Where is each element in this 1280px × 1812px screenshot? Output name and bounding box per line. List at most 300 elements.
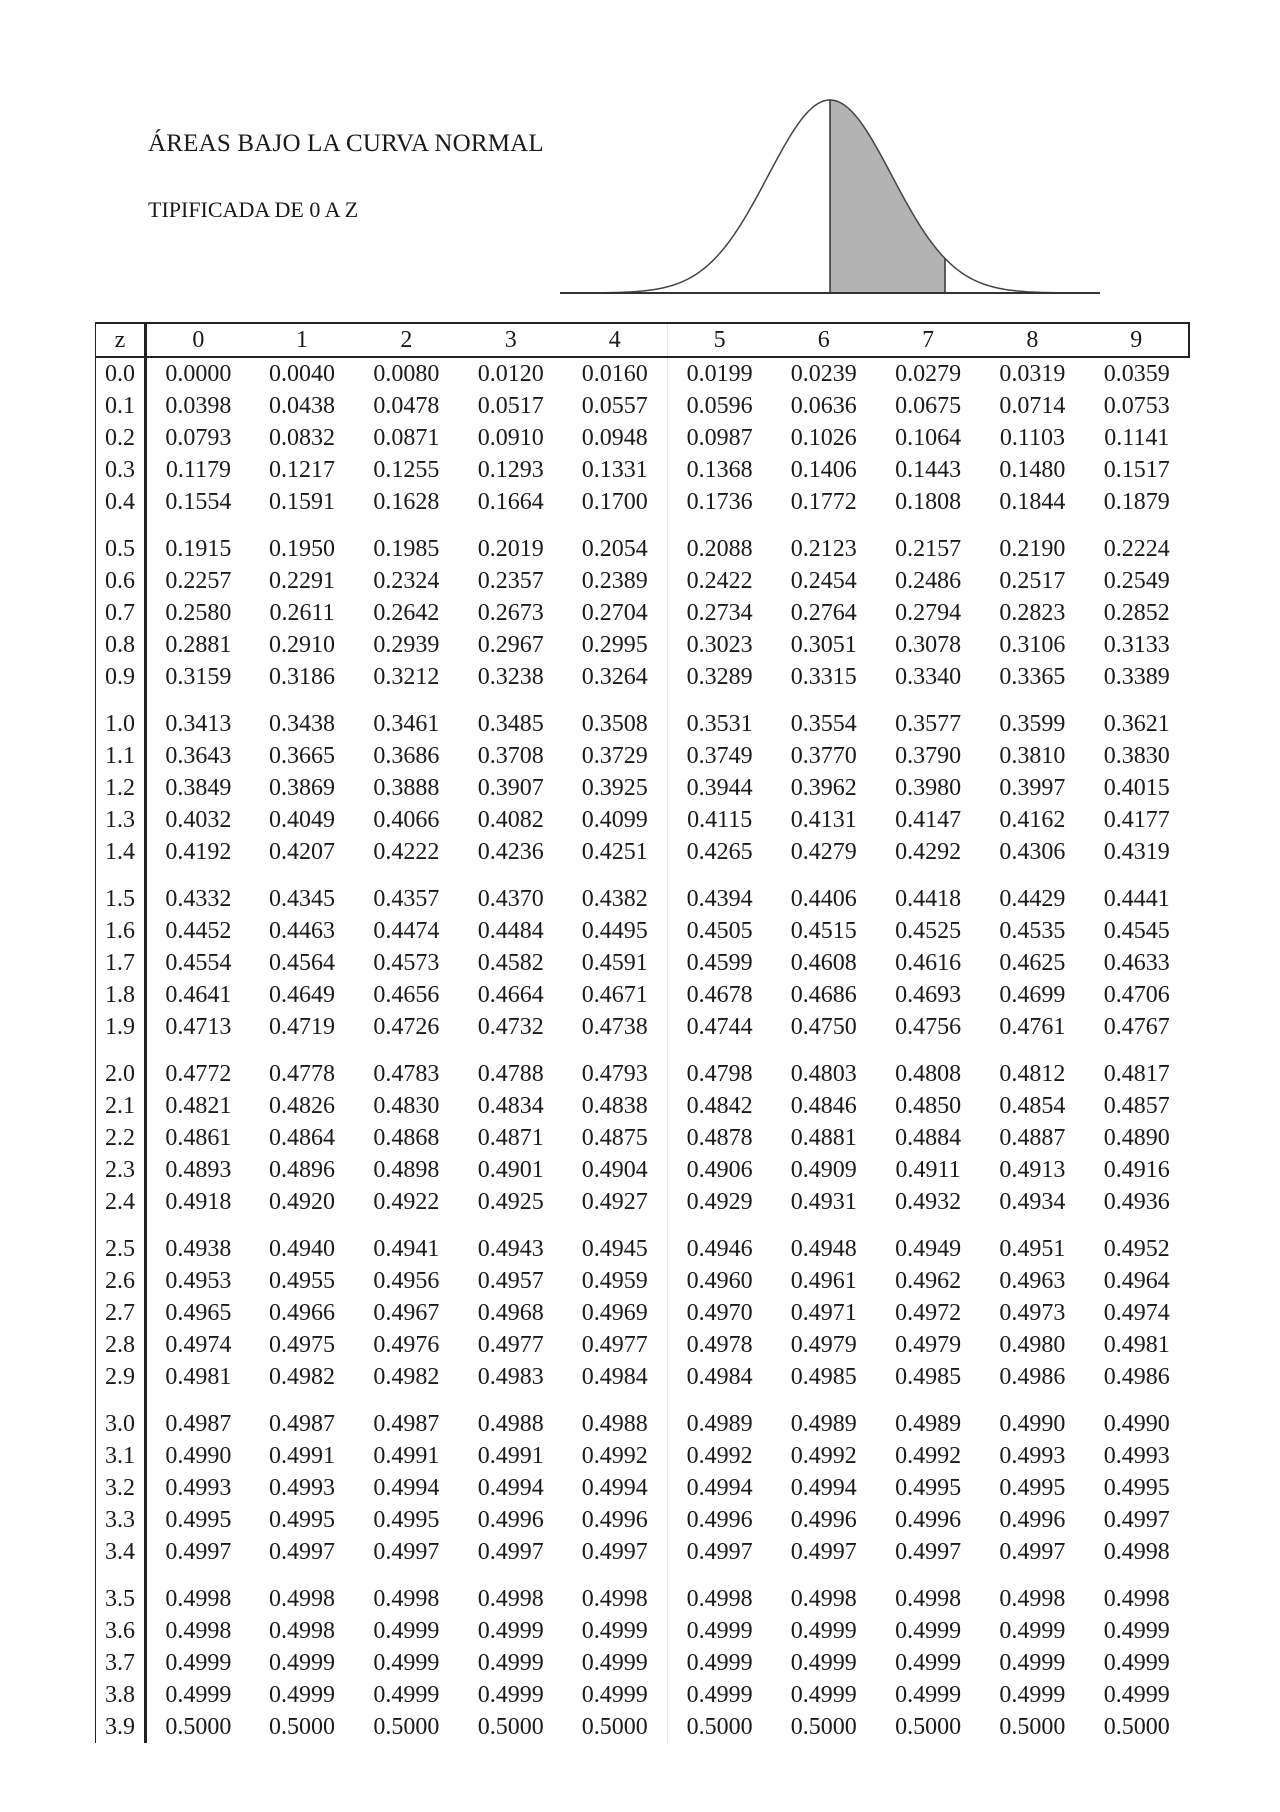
area-cell: 0.4970 — [667, 1297, 771, 1329]
area-cell: 0.3212 — [373, 664, 440, 690]
z-value: 2.7 — [96, 1297, 146, 1329]
area-cell: 0.4986 — [999, 1364, 1066, 1390]
area-cell: 0.1368 — [667, 454, 771, 486]
area-cell: 0.4998 — [999, 1586, 1066, 1612]
area-cell: 0.4990 — [999, 1411, 1066, 1437]
z-value: 0.9 — [96, 661, 146, 693]
area-cell: 0.3289 — [667, 661, 771, 693]
area-cell: 0.4997 — [269, 1539, 336, 1565]
area-cell: 0.4996 — [999, 1507, 1066, 1533]
area-cell: 0.4418 — [895, 886, 962, 912]
z-value: 3.3 — [96, 1504, 146, 1536]
area-cell: 0.4808 — [895, 1061, 962, 1087]
table-row — [96, 565, 1190, 597]
area-cell: 0.1879 — [1103, 489, 1170, 515]
area-cell: 0.4452 — [165, 918, 232, 944]
area-cell: 0.4974 — [1103, 1300, 1170, 1326]
area-cell: 0.4990 — [1103, 1411, 1170, 1437]
area-cell: 0.4995 — [1103, 1475, 1170, 1501]
z-value: 1.9 — [96, 1011, 146, 1043]
area-cell: 0.4850 — [895, 1093, 962, 1119]
area-cell: 0.1026 — [790, 425, 857, 451]
table-row — [96, 661, 1190, 693]
area-cell: 0.4974 — [165, 1332, 232, 1358]
table-row — [96, 1329, 1190, 1361]
shaded-area — [830, 100, 945, 293]
z-value: 3.8 — [96, 1679, 146, 1711]
table-row — [96, 422, 1190, 454]
area-cell: 0.3790 — [895, 743, 962, 769]
area-cell: 0.4990 — [165, 1443, 232, 1469]
area-cell: 0.4998 — [165, 1586, 232, 1612]
area-cell: 0.2734 — [667, 597, 771, 629]
area-cell: 0.4222 — [373, 839, 440, 865]
table-row — [96, 390, 1190, 422]
area-cell: 0.4857 — [1103, 1093, 1170, 1119]
area-cell: 0.4633 — [1103, 950, 1170, 976]
area-cell: 0.2549 — [1103, 568, 1170, 594]
table-header-row — [96, 323, 1190, 357]
area-cell: 0.4998 — [477, 1586, 544, 1612]
area-cell: 0.0871 — [373, 425, 440, 451]
area-cell: 0.2324 — [373, 568, 440, 594]
z-value: 1.2 — [96, 772, 146, 804]
area-cell: 0.4726 — [373, 1014, 440, 1040]
area-cell: 0.1950 — [269, 536, 336, 562]
z-value: 0.3 — [96, 454, 146, 486]
area-cell: 0.2422 — [667, 565, 771, 597]
table-row — [96, 1043, 1190, 1090]
area-cell: 0.4957 — [477, 1268, 544, 1294]
area-cell: 0.4591 — [581, 950, 648, 976]
area-cell: 0.4881 — [790, 1125, 857, 1151]
area-cell: 0.4981 — [1103, 1332, 1170, 1358]
area-cell: 0.4994 — [790, 1475, 857, 1501]
area-cell: 0.4987 — [373, 1411, 440, 1437]
table-row — [96, 518, 1190, 565]
area-cell: 0.4979 — [895, 1332, 962, 1358]
area-cell: 0.4838 — [581, 1093, 648, 1119]
area-cell: 0.4959 — [581, 1268, 648, 1294]
area-cell: 0.4772 — [165, 1061, 232, 1087]
area-cell: 0.2486 — [895, 568, 962, 594]
area-cell: 0.4956 — [373, 1268, 440, 1294]
area-cell: 0.1293 — [477, 457, 544, 483]
area-cell: 0.0675 — [895, 393, 962, 419]
area-cell: 0.2454 — [790, 568, 857, 594]
z-value: 0.6 — [96, 565, 146, 597]
area-cell: 0.4911 — [895, 1157, 961, 1183]
area-cell: 0.4864 — [269, 1125, 336, 1151]
area-cell: 0.1591 — [269, 489, 336, 515]
area-cell: 0.1255 — [373, 457, 440, 483]
area-cell: 0.4878 — [667, 1122, 771, 1154]
area-cell: 0.4884 — [895, 1125, 962, 1151]
table-row — [96, 1679, 1190, 1711]
z-value: 1.1 — [96, 740, 146, 772]
area-cell: 0.4987 — [269, 1411, 336, 1437]
area-cell: 0.3749 — [667, 740, 771, 772]
area-cell: 0.1554 — [165, 489, 232, 515]
area-cell: 0.4999 — [373, 1618, 440, 1644]
area-cell: 0.4812 — [999, 1061, 1066, 1087]
area-cell: 0.4177 — [1103, 807, 1170, 833]
area-cell: 0.0596 — [667, 390, 771, 422]
area-cell: 0.4999 — [269, 1650, 336, 1676]
area-cell: 0.1443 — [895, 457, 962, 483]
area-cell: 0.2910 — [269, 632, 336, 658]
area-cell: 0.4767 — [1103, 1014, 1170, 1040]
area-cell: 0.0517 — [477, 393, 544, 419]
area-cell: 0.4978 — [667, 1329, 771, 1361]
area-cell: 0.4996 — [667, 1504, 771, 1536]
area-cell: 0.4066 — [373, 807, 440, 833]
area-cell: 0.4999 — [895, 1650, 962, 1676]
area-cell: 0.2088 — [667, 518, 771, 565]
header-col-9: 9 — [1085, 323, 1189, 357]
area-cell: 0.4382 — [581, 886, 648, 912]
z-value: 3.1 — [96, 1440, 146, 1472]
area-cell: 0.4936 — [1103, 1189, 1170, 1215]
area-cell: 0.4918 — [165, 1189, 232, 1215]
table-row — [96, 1615, 1190, 1647]
area-cell: 0.4732 — [477, 1014, 544, 1040]
area-cell: 0.3315 — [790, 664, 857, 690]
table-row — [96, 486, 1190, 518]
area-cell: 0.4991 — [373, 1443, 440, 1469]
area-cell: 0.0910 — [477, 425, 544, 451]
area-cell: 0.3686 — [373, 743, 440, 769]
area-cell: 0.4999 — [165, 1682, 232, 1708]
area-cell: 0.4962 — [895, 1268, 962, 1294]
area-cell: 0.3621 — [1103, 711, 1170, 737]
area-cell: 0.4989 — [667, 1393, 771, 1440]
area-cell: 0.4693 — [895, 982, 962, 1008]
area-cell: 0.4999 — [667, 1679, 771, 1711]
table-row — [96, 915, 1190, 947]
area-cell: 0.4738 — [581, 1014, 648, 1040]
area-cell: 0.2967 — [477, 632, 544, 658]
area-cell: 0.4997 — [581, 1539, 648, 1565]
area-cell: 0.4989 — [895, 1411, 962, 1437]
table-row — [96, 1297, 1190, 1329]
area-cell: 0.4999 — [165, 1650, 232, 1676]
area-cell: 0.1700 — [581, 489, 648, 515]
area-cell: 0.1844 — [999, 489, 1066, 515]
area-cell: 0.5000 — [999, 1714, 1066, 1740]
area-cell: 0.4963 — [999, 1268, 1066, 1294]
area-cell: 0.4545 — [1103, 918, 1170, 944]
area-cell: 0.4357 — [373, 886, 440, 912]
area-cell: 0.3810 — [999, 743, 1066, 769]
z-value: 1.5 — [96, 868, 146, 915]
area-cell: 0.1217 — [269, 457, 336, 483]
area-cell: 0.0948 — [581, 425, 648, 451]
area-cell: 0.4345 — [269, 886, 336, 912]
area-cell: 0.4394 — [667, 868, 771, 915]
area-cell: 0.4995 — [165, 1507, 232, 1533]
area-cell: 0.4115 — [667, 804, 771, 836]
table-row — [96, 1122, 1190, 1154]
area-cell: 0.0279 — [895, 361, 962, 387]
z-value: 0.4 — [96, 486, 146, 518]
area-cell: 0.2157 — [895, 536, 962, 562]
area-cell: 0.4940 — [269, 1236, 336, 1262]
area-cell: 0.2764 — [790, 600, 857, 626]
table-row — [96, 947, 1190, 979]
z-value: 3.2 — [96, 1472, 146, 1504]
area-cell: 0.4999 — [667, 1647, 771, 1679]
area-cell: 0.4706 — [1103, 982, 1170, 1008]
area-cell: 0.4979 — [790, 1332, 857, 1358]
z-table — [95, 322, 1190, 1743]
table-row — [96, 1711, 1190, 1743]
area-cell: 0.4997 — [477, 1539, 544, 1565]
area-cell: 0.4893 — [165, 1157, 232, 1183]
area-cell: 0.3264 — [581, 664, 648, 690]
area-cell: 0.4997 — [165, 1539, 232, 1565]
area-cell: 0.1736 — [667, 486, 771, 518]
area-cell: 0.4998 — [269, 1586, 336, 1612]
area-cell: 0.4265 — [667, 836, 771, 868]
area-cell: 0.3849 — [165, 775, 232, 801]
area-cell: 0.4999 — [999, 1650, 1066, 1676]
area-cell: 0.0040 — [269, 361, 336, 387]
area-cell: 0.4998 — [1103, 1586, 1170, 1612]
area-cell: 0.4904 — [581, 1157, 648, 1183]
z-value: 0.0 — [96, 357, 146, 390]
area-cell: 0.4985 — [895, 1364, 962, 1390]
header-z: z — [96, 323, 146, 357]
area-cell: 0.0987 — [667, 422, 771, 454]
area-cell: 0.4332 — [165, 886, 232, 912]
area-cell: 0.4999 — [1103, 1682, 1170, 1708]
area-cell: 0.2642 — [373, 600, 440, 626]
area-cell: 0.4998 — [581, 1586, 648, 1612]
area-cell: 0.1664 — [477, 489, 544, 515]
area-cell: 0.4370 — [477, 886, 544, 912]
table-row — [96, 1265, 1190, 1297]
area-cell: 0.4931 — [790, 1189, 857, 1215]
table-body — [96, 357, 1190, 1743]
area-cell: 0.4783 — [373, 1061, 440, 1087]
area-cell: 0.1103 — [999, 425, 1065, 451]
area-cell: 0.0319 — [999, 361, 1066, 387]
area-cell: 0.4984 — [667, 1361, 771, 1393]
area-cell: 0.4192 — [165, 839, 232, 865]
area-cell: 0.3186 — [269, 664, 336, 690]
table-row — [96, 1011, 1190, 1043]
area-cell: 0.4995 — [999, 1475, 1066, 1501]
area-cell: 0.2190 — [999, 536, 1066, 562]
area-cell: 0.0120 — [477, 361, 544, 387]
area-cell: 0.4798 — [667, 1043, 771, 1090]
area-cell: 0.4997 — [895, 1539, 962, 1565]
area-cell: 0.4993 — [269, 1475, 336, 1501]
area-cell: 0.4525 — [895, 918, 962, 944]
area-cell: 0.4945 — [581, 1236, 648, 1262]
area-cell: 0.4719 — [269, 1014, 336, 1040]
area-cell: 0.4686 — [790, 982, 857, 1008]
area-cell: 0.4971 — [790, 1300, 857, 1326]
area-cell: 0.2389 — [581, 568, 648, 594]
area-cell: 0.4535 — [999, 918, 1066, 944]
area-cell: 0.3944 — [667, 772, 771, 804]
area-cell: 0.4441 — [1103, 886, 1170, 912]
header-col-7: 7 — [876, 323, 980, 357]
area-cell: 0.4251 — [581, 839, 648, 865]
area-cell: 0.1517 — [1103, 457, 1170, 483]
table-row — [96, 740, 1190, 772]
area-cell: 0.2291 — [269, 568, 336, 594]
area-cell: 0.4998 — [790, 1586, 857, 1612]
area-cell: 0.0438 — [269, 393, 336, 419]
area-cell: 0.2580 — [165, 600, 232, 626]
area-cell: 0.4515 — [790, 918, 857, 944]
table-row — [96, 454, 1190, 486]
table-row — [96, 1218, 1190, 1265]
z-value: 3.0 — [96, 1393, 146, 1440]
z-value: 2.2 — [96, 1122, 146, 1154]
area-cell: 0.4826 — [269, 1093, 336, 1119]
area-cell: 0.0636 — [790, 393, 857, 419]
area-cell: 0.4463 — [269, 918, 336, 944]
area-cell: 0.3997 — [999, 775, 1066, 801]
area-cell: 0.4977 — [477, 1332, 544, 1358]
area-cell: 0.4994 — [581, 1475, 648, 1501]
area-cell: 0.4999 — [373, 1650, 440, 1676]
area-cell: 0.4952 — [1103, 1236, 1170, 1262]
area-cell: 0.4997 — [999, 1539, 1066, 1565]
area-cell: 0.4998 — [373, 1586, 440, 1612]
header-col-0: 0 — [146, 323, 250, 357]
area-cell: 0.0478 — [373, 393, 440, 419]
area-cell: 0.4842 — [667, 1090, 771, 1122]
area-cell: 0.3438 — [269, 711, 336, 737]
table-row — [96, 357, 1190, 390]
area-cell: 0.2224 — [1103, 536, 1170, 562]
area-cell: 0.4999 — [373, 1682, 440, 1708]
area-cell: 0.1141 — [1104, 425, 1170, 451]
area-cell: 0.3888 — [373, 775, 440, 801]
area-cell: 0.4306 — [999, 839, 1066, 865]
area-cell: 0.4925 — [477, 1189, 544, 1215]
area-cell: 0.4505 — [667, 915, 771, 947]
z-value: 3.4 — [96, 1536, 146, 1568]
area-cell: 0.4994 — [667, 1472, 771, 1504]
area-cell: 0.4996 — [790, 1507, 857, 1533]
area-cell: 0.2611 — [269, 600, 335, 626]
z-value: 0.1 — [96, 390, 146, 422]
area-cell: 0.2852 — [1103, 600, 1170, 626]
area-cell: 0.2673 — [477, 600, 544, 626]
area-cell: 0.4854 — [999, 1093, 1066, 1119]
area-cell: 0.4984 — [581, 1364, 648, 1390]
area-cell: 0.4999 — [581, 1682, 648, 1708]
area-cell: 0.4999 — [581, 1618, 648, 1644]
area-cell: 0.4997 — [373, 1539, 440, 1565]
area-cell: 0.4319 — [1103, 839, 1170, 865]
table-row — [96, 868, 1190, 915]
area-cell: 0.0557 — [581, 393, 648, 419]
area-cell: 0.4279 — [790, 839, 857, 865]
area-cell: 0.1628 — [373, 489, 440, 515]
area-cell: 0.4975 — [269, 1332, 336, 1358]
area-cell: 0.4997 — [667, 1536, 771, 1568]
area-cell: 0.4997 — [790, 1539, 857, 1565]
area-cell: 0.4099 — [581, 807, 648, 833]
area-cell: 0.5000 — [269, 1714, 336, 1740]
area-cell: 0.1915 — [165, 536, 232, 562]
area-cell: 0.4986 — [1103, 1364, 1170, 1390]
area-cell: 0.3531 — [667, 693, 771, 740]
area-cell: 0.4554 — [165, 950, 232, 976]
area-cell: 0.4966 — [269, 1300, 336, 1326]
area-cell: 0.4671 — [581, 982, 648, 1008]
table-row — [96, 1647, 1190, 1679]
area-cell: 0.4564 — [269, 950, 336, 976]
area-cell: 0.4484 — [477, 918, 544, 944]
area-cell: 0.4131 — [790, 807, 857, 833]
area-cell: 0.4989 — [790, 1411, 857, 1437]
area-cell: 0.4887 — [999, 1125, 1066, 1151]
area-cell: 0.4756 — [895, 1014, 962, 1040]
area-cell: 0.4868 — [373, 1125, 440, 1151]
area-cell: 0.4913 — [999, 1157, 1066, 1183]
area-cell: 0.4649 — [269, 982, 336, 1008]
area-cell: 0.3869 — [269, 775, 336, 801]
area-cell: 0.3770 — [790, 743, 857, 769]
area-cell: 0.4999 — [269, 1682, 336, 1708]
area-cell: 0.4999 — [790, 1650, 857, 1676]
area-cell: 0.3389 — [1103, 664, 1170, 690]
area-cell: 0.1331 — [581, 457, 648, 483]
page-title: ÁREAS BAJO LA CURVA NORMAL — [148, 130, 544, 157]
area-cell: 0.0080 — [373, 361, 440, 387]
area-cell: 0.4999 — [581, 1650, 648, 1676]
area-cell: 0.4236 — [477, 839, 544, 865]
table-row — [96, 804, 1190, 836]
table-row — [96, 1393, 1190, 1440]
area-cell: 0.4999 — [790, 1682, 857, 1708]
area-cell: 0.4664 — [477, 982, 544, 1008]
z-value: 0.7 — [96, 597, 146, 629]
area-cell: 0.3106 — [999, 632, 1066, 658]
area-cell: 0.4015 — [1103, 775, 1170, 801]
area-cell: 0.4599 — [667, 947, 771, 979]
area-cell: 0.4929 — [667, 1186, 771, 1218]
area-cell: 0.1480 — [999, 457, 1066, 483]
area-cell: 0.4999 — [999, 1618, 1066, 1644]
area-cell: 0.1808 — [895, 489, 962, 515]
area-cell: 0.5000 — [895, 1714, 962, 1740]
area-cell: 0.4968 — [477, 1300, 544, 1326]
area-cell: 0.4998 — [269, 1618, 336, 1644]
table-row — [96, 1186, 1190, 1218]
area-cell: 0.0398 — [165, 393, 232, 419]
area-cell: 0.4982 — [269, 1364, 336, 1390]
table-row — [96, 836, 1190, 868]
area-cell: 0.4147 — [895, 807, 962, 833]
area-cell: 0.4955 — [269, 1268, 336, 1294]
header-col-2: 2 — [354, 323, 458, 357]
area-cell: 0.4988 — [477, 1411, 544, 1437]
area-cell: 0.2704 — [581, 600, 648, 626]
z-value: 1.7 — [96, 947, 146, 979]
area-cell: 0.4992 — [790, 1443, 857, 1469]
area-cell: 0.4948 — [790, 1236, 857, 1262]
area-cell: 0.4995 — [373, 1507, 440, 1533]
